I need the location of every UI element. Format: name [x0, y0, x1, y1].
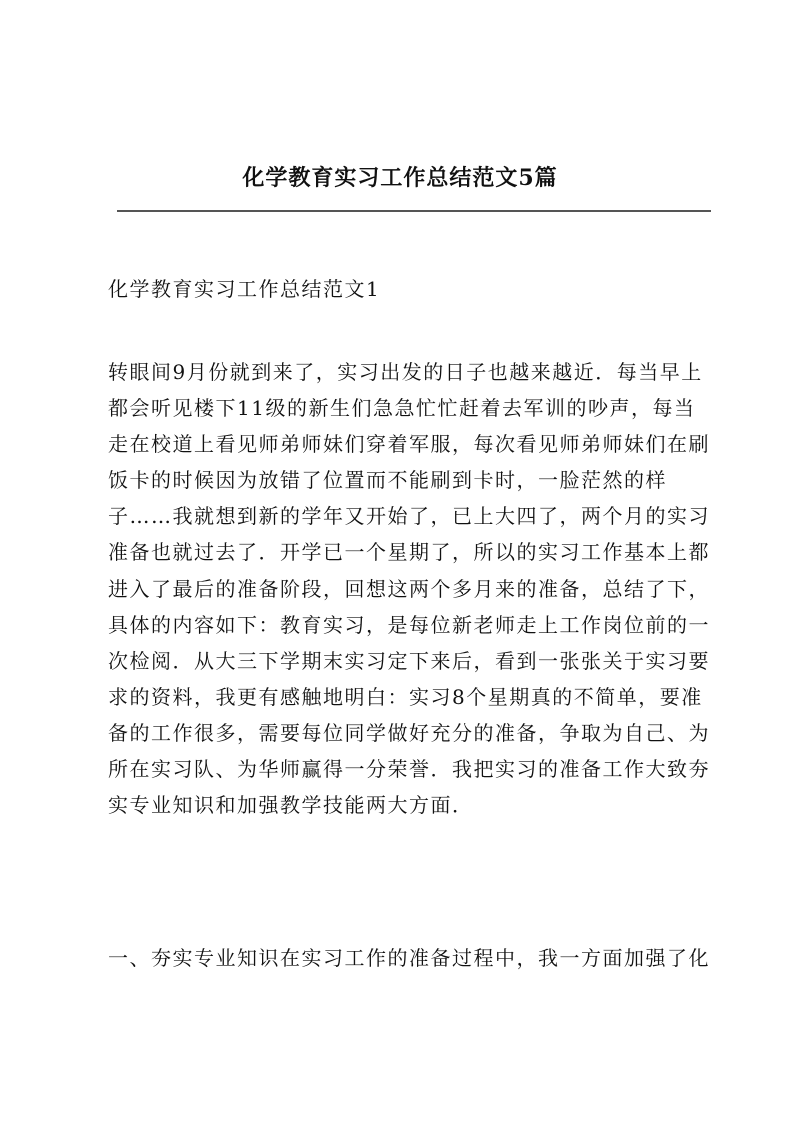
paragraph-line: 转眼间9月份就到来了，实习出发的日子也越来越近．每当早上 [108, 360, 703, 384]
paragraph-line: 子……我就想到新的学年又开始了，已上大四了，两个月的实习 [108, 504, 710, 529]
document-title: 化学教育实习工作总结范文5篇 [242, 165, 558, 191]
paragraph-line: 都会听见楼下11级的新生们急急忙忙赶着去军训的吵声，每当 [108, 396, 696, 421]
paragraph-line: 备的工作很多，需要每位同学做好充分的准备，争取为自己、为 [108, 720, 710, 745]
paragraph-line: 次检阅．从大三下学期末实习定下来后，看到一张张关于实习要 [108, 648, 710, 673]
paragraph-section-one [108, 940, 708, 976]
paragraph-line: 走在校道上看见师弟师妹们穿着军服，每次看见师弟师妹们在刷 [108, 432, 710, 457]
paragraph-line: 一、夯实专业知识在实习工作的准备过程中，我一方面加强了化 [108, 946, 710, 970]
paragraph-line: 准备也就过去了．开学已一个星期了，所以的实习工作基本上都 [108, 540, 710, 565]
paragraph-line: 所在实习队、为华师赢得一分荣誉．我把实习的准备工作大致夯 [108, 757, 710, 782]
paragraph-line: 进入了最后的准备阶段，回想这两个多月来的准备，总结了下， [108, 576, 710, 601]
paragraph-line: 饭卡的时候因为放错了位置而不能刷到卡时，一脸茫然的样 [108, 468, 667, 493]
paragraph-line: 实专业知识和加强教学技能两大方面． [108, 793, 474, 818]
paragraph-line: 具体的内容如下：教育实习，是每位新老师走上工作岗位前的一 [108, 612, 710, 637]
paragraph-intro [108, 354, 708, 823]
paragraph-line: 求的资料，我更有感触地明白：实习8个星期真的不简单，要准 [108, 684, 703, 709]
title-underline-divider [117, 210, 711, 212]
section-heading: 化学教育实习工作总结范文1 [108, 277, 381, 301]
